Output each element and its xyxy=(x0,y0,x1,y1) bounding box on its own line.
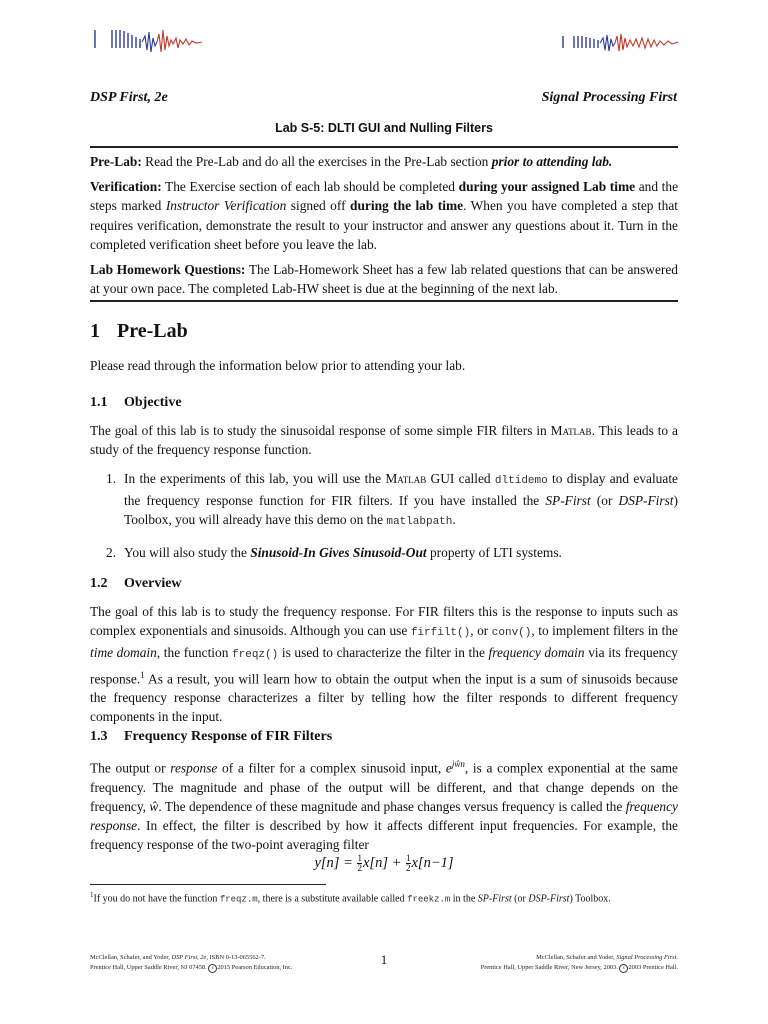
list-text: . xyxy=(452,512,456,528)
book-title-right: Signal Processing First xyxy=(541,90,677,105)
subsection-title: Overview xyxy=(124,576,182,591)
exp-base: e xyxy=(445,760,452,776)
equation-tail: x[n−1] xyxy=(411,854,454,871)
book-title-left: DSP First, 2e xyxy=(90,90,168,105)
section-number: 1 xyxy=(90,320,100,342)
copyright-icon: c xyxy=(619,964,628,973)
footnote-text: (or xyxy=(511,893,529,905)
averaging-filter-equation xyxy=(0,854,768,873)
copyright-icon: c xyxy=(208,964,217,973)
verification-text: and the steps marked xyxy=(90,179,679,214)
subsection-heading-frequency-response xyxy=(90,729,332,745)
footer-text: McClellan, Schafer, and Yoder, xyxy=(90,954,172,961)
footer-italic: Signal Processing First xyxy=(616,954,677,961)
objective-text xyxy=(90,421,678,459)
code-freqz: freqz() xyxy=(232,649,279,662)
footnote-italic: SP-First xyxy=(477,893,512,905)
subsection-number: 1.2 xyxy=(90,576,108,591)
footer-text: Prentice Hall, Upper Saddle River, NJ 07458. xyxy=(90,964,209,971)
overview-sentence: As a result, you will learn how to obtain the output when the input is a sum of sinusoids because the frequency response characterizes a filter by telling how the filter responds to different frequency components in the input. xyxy=(90,671,678,725)
top-rule xyxy=(90,146,678,148)
verification-paragraph xyxy=(90,177,678,254)
footnote-text: , there is a substitute available called xyxy=(257,893,408,905)
fraction-numerator: 1 xyxy=(406,853,411,863)
footnote-text: in the xyxy=(450,893,478,905)
bottom-rule xyxy=(90,300,678,302)
code-matlabpath: matlabpath xyxy=(386,516,453,529)
section-heading xyxy=(90,320,188,343)
overview-sentence: The goal of this lab is to study the frequency response. For FIR filters this is the response to inputs such as complex exponentials and sinusoids. Although you can use xyxy=(90,604,678,639)
footnote-rule xyxy=(90,884,326,885)
exp-superscript: jŵn xyxy=(451,759,465,769)
code-conv: conv() xyxy=(491,627,532,640)
intro-block xyxy=(90,152,678,304)
verification-emphasis: during your assigned Lab time xyxy=(458,179,636,195)
list-number: 1. xyxy=(106,471,117,486)
overview-sentence: , the function xyxy=(156,645,233,661)
list-text: You will also study the xyxy=(124,544,251,560)
section-title: Pre-Lab xyxy=(117,320,188,342)
fr-italic: frequency response xyxy=(90,798,678,834)
overview-sentence: , to implement filters in the xyxy=(531,623,678,639)
footer-text: Prentice Hall, Upper Saddle River, New Jersey, 2003. xyxy=(480,964,620,971)
list-text: ) Toolbox, you will already have this demo on the xyxy=(124,493,678,528)
footnote xyxy=(90,888,690,906)
code-freqz-m: freqz.m xyxy=(219,894,258,905)
list-text: GUI called xyxy=(426,471,495,486)
omega-hat-symbol: ŵ xyxy=(149,798,159,814)
page-number: 1 xyxy=(380,952,388,967)
objective-sentence: The goal of this lab is to study the sinusoidal response of some simple FIR filters in xyxy=(90,423,551,438)
fraction-numerator: 1 xyxy=(357,853,362,863)
verification-emphasis: during the lab time xyxy=(350,198,464,214)
list-item xyxy=(90,543,678,562)
footnote-reference: 1 xyxy=(140,669,145,680)
homework-paragraph xyxy=(90,260,678,298)
fr-italic: response xyxy=(170,760,218,776)
fraction-half xyxy=(406,854,411,873)
overview-text xyxy=(90,602,678,727)
subsection-heading-objective xyxy=(90,395,182,411)
footnote-italic: DSP-First xyxy=(528,893,570,905)
footer-text: McClellan, Schafer and Yoder, xyxy=(536,954,617,961)
list-text: to display and evaluate the frequency response function for FIR filters. If you have installed the xyxy=(124,471,678,509)
matlab-name: Matlab xyxy=(385,471,427,486)
list-emphasis: Sinusoid-In Gives Sinusoid-Out xyxy=(250,544,427,560)
fr-sentence: . The dependence of these magnitude and phase changes versus frequency is called the xyxy=(158,798,626,814)
list-italic: DSP-First xyxy=(618,493,674,509)
fraction-denominator: 2 xyxy=(357,863,362,873)
footer-right xyxy=(481,953,678,973)
list-number: 2. xyxy=(106,544,117,560)
footer-text: . xyxy=(676,954,678,961)
verification-text: . When you have completed a step that requires verification, demonstrate the result to your instructor and answer any questions about it. Turn in the completed verification sheet before you leave the lab. xyxy=(90,198,679,252)
homework-label: Lab Homework Questions: xyxy=(90,262,246,278)
code-firfilt: firfilt() xyxy=(410,627,471,640)
fraction-half xyxy=(357,854,362,873)
list-italic: SP-First xyxy=(545,493,591,509)
section-intro-text: Please read through the information below prior to attending your lab. xyxy=(90,358,466,373)
equation-lhs: y[n] = xyxy=(314,854,357,871)
fr-sentence: The output or xyxy=(90,760,171,776)
footnote-text: ) Toolbox. xyxy=(569,893,611,905)
subsection-heading-overview xyxy=(90,576,182,592)
subsection-title: Objective xyxy=(124,395,182,410)
dsp-logo-left-icon xyxy=(92,26,222,56)
overview-sentence: is used to characterize the filter in the xyxy=(278,645,489,661)
list-text: In the experiments of this lab, you will use the xyxy=(124,471,386,486)
footer-italic: DSP First, 2e xyxy=(171,954,207,961)
homework-text: The Lab-Homework Sheet has a few lab related questions that can be answered at your own pace. The completed Lab-HW sheet is due at the beginning of the next lab. xyxy=(90,262,679,297)
fraction-denominator: 2 xyxy=(406,863,411,873)
overview-italic: time domain xyxy=(90,645,157,661)
overview-sentence: , or xyxy=(470,623,492,639)
overview-italic: frequency domain xyxy=(488,645,585,661)
footnote-text: If you do not have the function xyxy=(93,893,220,905)
subsection-number: 1.1 xyxy=(90,395,108,410)
code-dltidemo: dltidemo xyxy=(494,475,548,487)
section-intro xyxy=(90,356,678,375)
prelab-emphasis: prior to attending lab. xyxy=(491,154,613,169)
lab-title: Lab S-5: DLTI GUI and Nulling Filters xyxy=(275,121,493,135)
verification-label: Verification: xyxy=(90,179,162,195)
fr-sentence: of a filter for a complex sinusoid input, xyxy=(217,760,446,776)
code-freekz-m: freekz.m xyxy=(407,894,451,905)
footnote-mark: 1 xyxy=(90,891,94,899)
objective-sentence: . This leads to a study of the frequency response function. xyxy=(90,423,678,458)
frequency-response-text xyxy=(90,755,678,854)
dsp-logo-right-icon xyxy=(560,26,684,56)
prelab-paragraph xyxy=(90,152,678,171)
overview-sentence: via its frequency response. xyxy=(90,645,678,687)
prelab-text: Read the Pre-Lab and do all the exercises in the Pre-Lab section xyxy=(141,154,492,169)
matlab-name: Matlab xyxy=(550,423,592,438)
footer-text: 2015 Pearson Education, Inc. xyxy=(217,964,293,971)
fr-sentence: , is a complex exponential at the same frequency. The magnitude and phase of the output will be different, and that change depends on the frequency, xyxy=(90,760,678,814)
fr-sentence: . In effect, the filter is described by how it affects different input frequencies. For example, the frequency response of the two-point averaging filter xyxy=(90,818,678,853)
verification-text: The Exercise section of each lab should be completed xyxy=(161,179,459,195)
verification-text: signed off xyxy=(286,198,351,214)
prelab-label: Pre-Lab: xyxy=(90,154,142,169)
objective-list xyxy=(90,469,678,562)
list-text: property of LTI systems. xyxy=(426,544,562,560)
footer-text: , ISBN 0-13-065562-7. xyxy=(206,954,266,961)
equation-middle: x[n] + xyxy=(362,854,405,871)
list-text: (or xyxy=(590,493,619,509)
verification-italic: Instructor Verification xyxy=(165,198,287,214)
list-item xyxy=(90,469,678,533)
subsection-title: Frequency Response of FIR Filters xyxy=(124,729,333,744)
footer-text: 2003 Prentice Hall. xyxy=(628,964,678,971)
subsection-number: 1.3 xyxy=(90,729,108,744)
